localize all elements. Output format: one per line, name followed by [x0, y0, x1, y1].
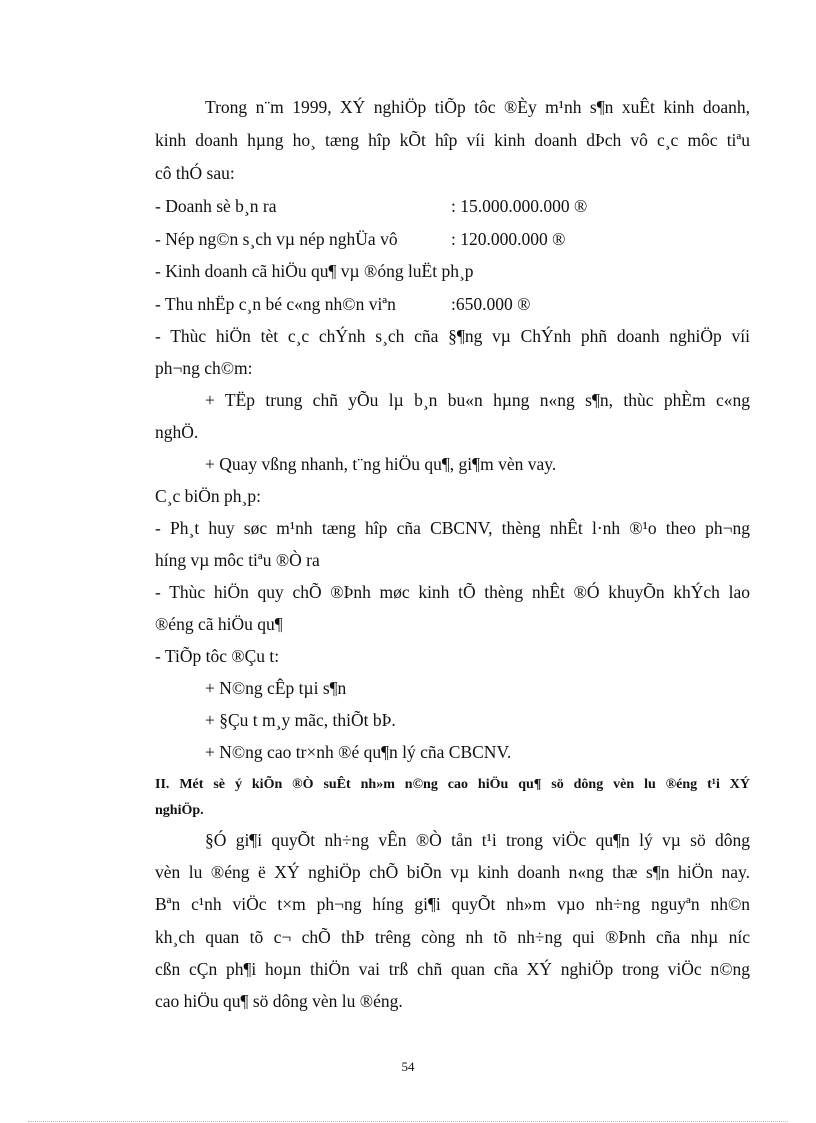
target-income-label: - Thu nhËp c¸n bé c«ng nh©n viªn — [155, 294, 396, 314]
section-heading-line-1: II. Mét sè ý kiÕn ®Ò suÊt nh»m n©ng cao hiÖu qu¶ sö dông vèn lu ®éng t¹i XÝ — [155, 777, 750, 792]
target-budget-value: : 120.000.000 ® — [451, 229, 566, 249]
paragraph1-line-2: kinh doanh hµng ho¸ tæng hîp kÕt hîp víi kinh doanh dÞch vô c¸c môc tiªu — [155, 130, 750, 150]
invest-item-1: + N©ng cÊp tµi s¶n — [205, 678, 347, 698]
target-budget-label: - Nép ng©n s¸ch vµ nép nghÜa vô — [155, 229, 398, 249]
measure2-line-2: ®éng cã hiÖu qu¶ — [155, 614, 283, 634]
measures-heading: C¸c biÖn ph¸p: — [155, 486, 261, 506]
paragraph1-line-3: cô thÓ sau: — [155, 163, 235, 183]
policy-line-2: ph¬ng ch©m: — [155, 358, 253, 378]
target-revenue-label: - Doanh sè b¸n ra — [155, 196, 277, 216]
invest-item-3: + N©ng cao tr×nh ®é qu¶n lý cña CBCNV. — [205, 742, 512, 762]
invest-item-2: + §Çu t m¸y mãc, thiÕt bÞ. — [205, 710, 396, 730]
measure1-line-1: - Ph¸t huy søc m¹nh tæng hîp cña CBCNV, thèng nhÊt l·nh ®¹o theo ph¬ng — [155, 518, 750, 538]
page-border-divider — [28, 1121, 788, 1122]
page-number: 54 — [401, 1059, 415, 1074]
target-income-value: :650.000 ® — [451, 294, 531, 314]
turnover-line: + Quay vßng nhanh, t¨ng hiÖu qu¶, gi¶m vèn vay. — [205, 454, 557, 474]
target-revenue-value: : 15.000.000.000 ® — [451, 196, 588, 216]
focus-line-1: + TËp trung chñ yÕu lµ b¸n bu«n hµng n«ng s¶n, thùc phÈm c«ng — [205, 390, 750, 410]
focus-line-2: nghÖ. — [155, 422, 199, 442]
paragraph2-line-3: Bªn c¹nh viÖc t×m ph¬ng híng gi¶i quyÕt nh»m vµo nh÷ng nguyªn nh©n — [155, 894, 750, 914]
line-kinh-doanh: - Kinh doanh cã hiÖu qu¶ vµ ®óng luËt ph¸p — [155, 261, 474, 281]
paragraph2-line-2: vèn lu ®éng ë XÝ nghiÖp chÕ biÕn vµ kinh doanh n«ng thæ s¶n hiÖn nay. — [155, 862, 750, 882]
measure2-line-1: - Thùc hiÖn quy chÕ ®Þnh møc kinh tÕ thèng nhÊt ®Ó khuyÕn khÝch lao — [155, 582, 750, 602]
measure3-line: - TiÕp tôc ®Çu t: — [155, 646, 280, 666]
measure1-line-2: híng vµ môc tiªu ®Ò ra — [155, 550, 320, 570]
paragraph2-line-5: cßn cÇn ph¶i hoµn thiÖn vai trß chñ quan cña XÝ nghiÖp trong viÖc n©ng — [155, 959, 750, 979]
paragraph2-line-4: kh¸ch quan tõ c¬ chÕ thÞ trêng còng nh tõ nh÷ng qui ®Þnh cña nhµ níc — [155, 927, 750, 947]
paragraph1-line-1: Trong n¨m 1999, XÝ nghiÖp tiÕp tôc ®Èy m¹nh s¶n xuÊt kinh doanh, — [205, 97, 750, 117]
section-heading-line-2: nghiÖp. — [155, 803, 204, 818]
policy-line-1: - Thùc hiÖn tèt c¸c chÝnh s¸ch cña §¶ng vµ ChÝnh phñ doanh nghiÖp víi — [155, 326, 750, 346]
paragraph2-line-6: cao hiÖu qu¶ sö dông vèn lu ®éng. — [155, 991, 403, 1011]
paragraph2-line-1: §Ó gi¶i quyÕt nh÷ng vÊn ®Ò tån t¹i trong viÖc qu¶n lý vµ sö dông — [205, 830, 750, 850]
